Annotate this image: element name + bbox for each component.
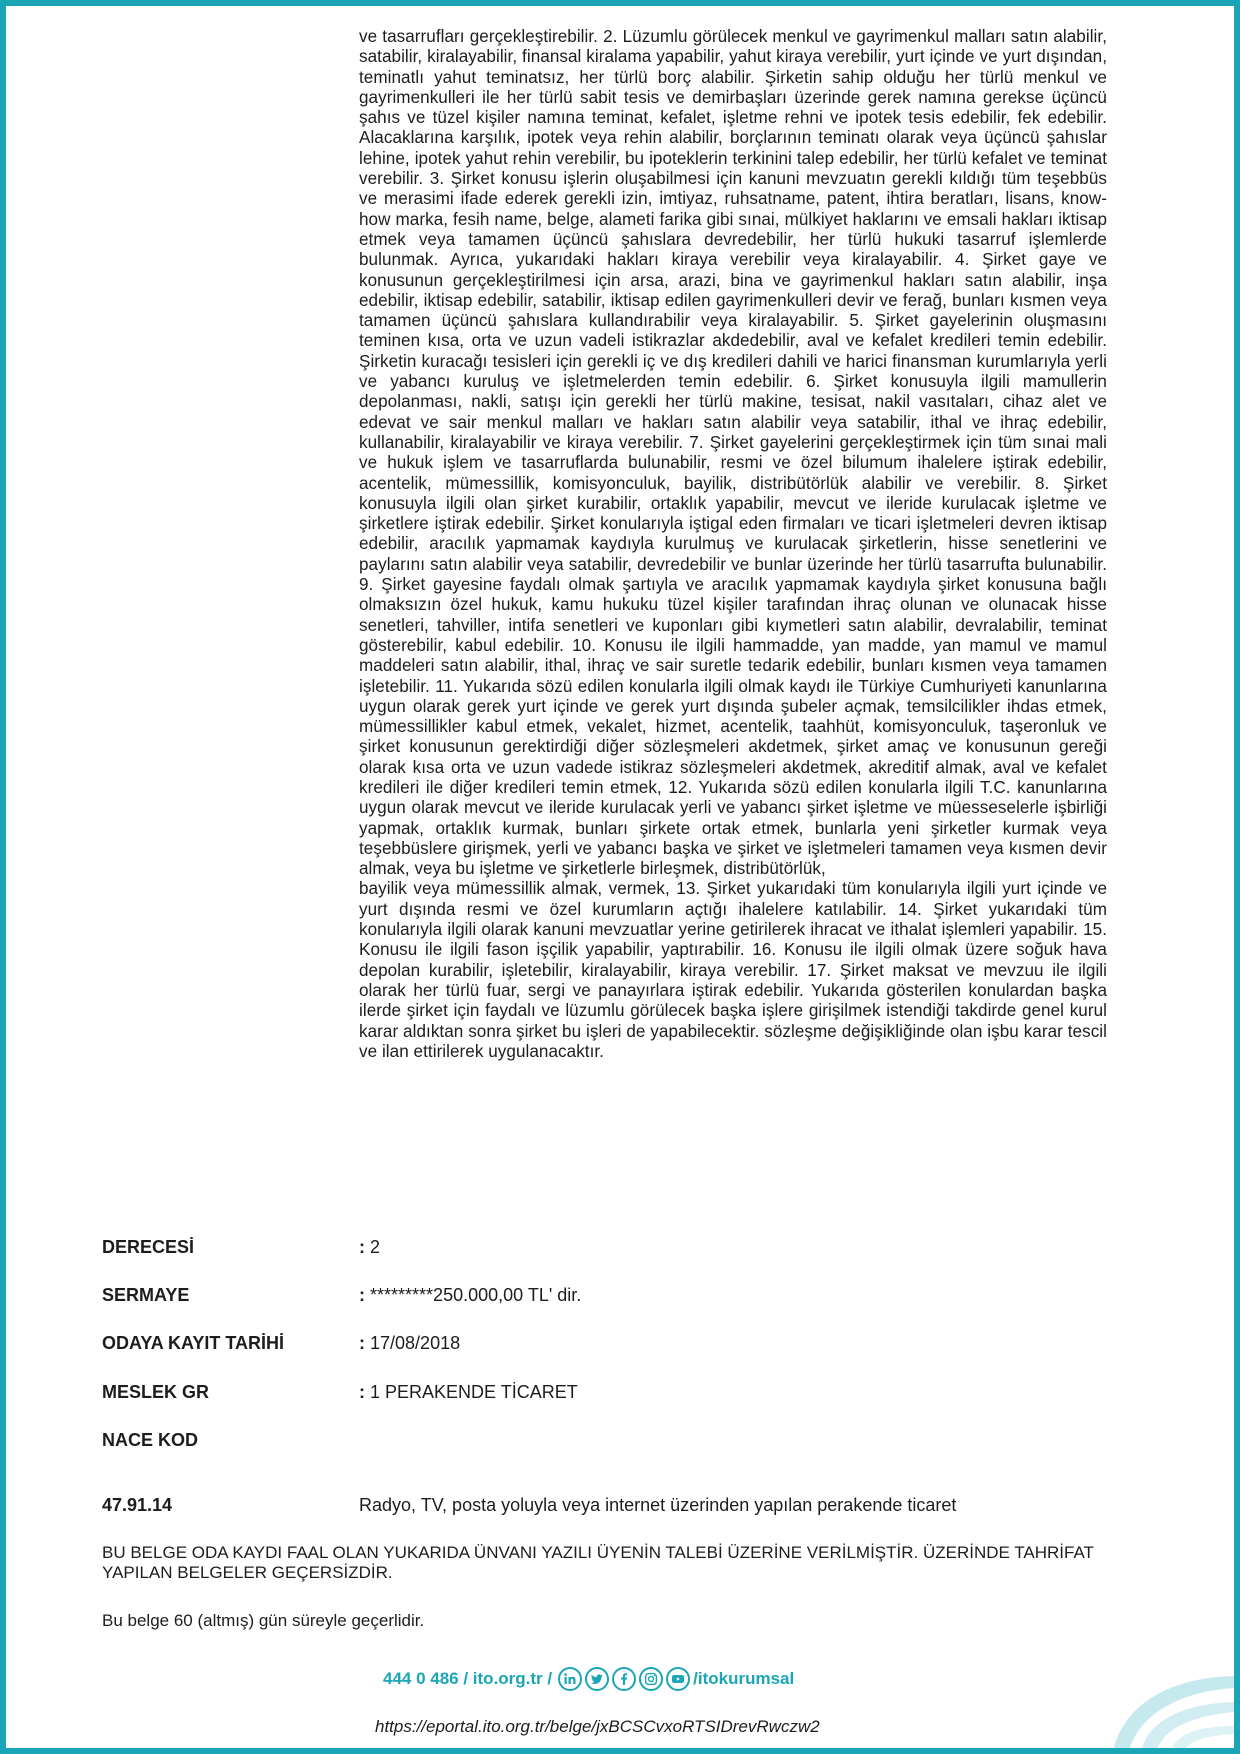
meslek-gr-value-wrap	[359, 1382, 578, 1403]
notice-text: BU BELGE ODA KAYDI FAAL OLAN YUKARIDA ÜNVANI YAZILI ÜYENİN TALEBİ ÜZERİNE VERİLMİŞTİR. ÜZERİNDE TAHRİFAT YAPILAN BELGELER GEÇERSİZDİR.	[102, 1543, 1094, 1582]
nace-kod-label: NACE KOD	[102, 1430, 199, 1450]
twitter-icon[interactable]	[585, 1667, 609, 1691]
activity-text: ve tasarrufları gerçekleştirebilir. 2. Lüzumlu görülecek menkul ve gayrimenkul malları satın alabilir, satabilir, kiralayabilir, finansal kiralama yapabilir, yahut kiraya verebilir, yurt içinde ve yurt dışından, teminatlı yahut teminatsız, her türlü borç alabilir. Şirketin sahip olduğu her türlü menkul ve gayrimenkulleri ile her türlü sabit tesis ve demirbaşları üzerinde gerek namına gerekse üçüncü şahıs ve tüzel kişiler namına teminat, kefalet, işletme rehni ve ipotek tesis edebilir, fek edebilir. Alacaklarına karşılık, ipotek veya rehin alabilir, borçlarının teminatı olarak veya üçüncü şahıslar lehine, ipotek yahut rehin verebilir, bu ipoteklerin terkinini talep edebilir, her türlü kefalet ve teminat verebilir. 3. Şirket konusu işlerin oluşabilmesi için kanuni mevzuatın gerekli kıldığı tüm teşebbüs ve merasimi ifade ederek gerekli izin, imtiyaz, ruhsatname, patent, ihtira beratları, lisans, know-how marka, fesih name, belge, alameti farika gibi sınai, mülkiyet haklarını ve emsali hakları iktisap etmek veya tamamen üçüncü şahıslara devredebilir, her türlü hukuki tasarruf işlemlerde bulunmak. Ayrıca, yukarıdaki hakları kiraya verebilir veya kiralayabilir. 4. Şirket gaye ve konusunun gerçekleştirilmesi için arsa, arazi, bina ve gayrimenkul hakları satın alabilir, inşa edebilir, iktisap edebilir, satabilir, iktisap edilen gayrimenkulleri devir ve ferağ, bunları kısmen veya tamamen üçüncü şahıslara kullandırabilir veya kiralayabilir. 5. Şirket gayelerinin oluşmasını teminen kısa, orta ve uzun vadeli istikrazlar akdedebilir, aval ve kefalet kredileri temin edebilir. Şirketin kuracağı tesisleri için gerekli iç ve dış kredileri dahili ve harici finansman kurumlarıyla yerli ve yabancı kuruluş ve işletmelerden temin edebilir. 6. Şirket konusuyla ilgili mamullerin depolanması, nakli, satışı için gerekli her türlü makine, tesisat, nakil vasıtaları, cihaz alet ve edevat ve sair menkul malları ve hakları satın alabilir veya satabilir, ithal ve ihraç edebilir, kullanabilir, kiralayabilir ve kiraya verebilir. 7. Şirket gayelerini gerçekleştirmek için tüm sınai mali ve hukuk işlem ve tasarruflarda bulunabilir, resmi ve özel bilumum ihalelere iştirak edebilir, acentelik, mümessillik, komisyonculuk, bayilik, distribütörlük alabilir ve verebilir. 8. Şirket konusuyla ilgili olan şirket kurabilir, ortaklık yapabilir, mevcut ve ileride kurulacak işletme ve şirketlere iştirak edebilir. Şirket konularıyla iştigal eden firmaları ve ticari işletmeleri devren iktisap edebilir, aracılık yapmamak kaydıyla kurulmuş ve kurulacak şirketlerin, hisse senetlerini ve paylarını satın alabilir veya satabilir, devredebilir ve bunlar üzerinde her türlü tasarrufta bulunabilir. 9. Şirket gayesine faydalı olmak şartıyla ve aracılık yapmamak kaydıyla şirket konusuna bağlı olmaksızın özel hukuk, kamu hukuku tüzel kişiler tarafından ihraç olunan ve olunacak hisse senetleri, tahviller, intifa senetleri ve kuponları gibi kıymetleri satın alabilir, devralabilir, teminat gösterebilir, kabul edebilir. 10. Konusu ile ilgili hammadde, yan madde, yan mamul ve mamul maddeleri satın alabilir, ithal, ihraç ve sair suretle tedarik edebilir, bunları kısmen veya tamamen işletebilir. 11. Yukarıda sözü edilen konularla ilgili olmak kaydı ile Türkiye Cumhuriyeti kanunlarına uygun olarak gerek yurt içinde ve gerek yurt dışında şubeler açmak, temsilcilikler ihdas etmek, mümessillikler kabul etmek, vekalet, hizmet, acentelik, taahhüt, komisyonculuk, taşeronluk ve şirket konusunun gerektirdiği diğer sözleşmeleri akdetmek, şirket amaç ve konusunun gereği olarak kısa orta ve uzun vadede istikraz sözleşmeleri akdetmek, akreditif almak, aval ve kefalet kredileri ile diğer kredileri temin etmek, 12. Yukarıda sözü edilen konularla ilgili T.C. kanunlarına uygun olarak mevcut ve ileride kurulacak yerli ve yabancı şirket işletme ve müesseselerle işbirliği yapmak, ortaklık kurmak, bunları şirkete ortak etmek, bunlarla yeni şirketler kurmak veya teşebbüslere girişmek, yerli ve yabancı başka ve şirket ve işletmeleri tamamen veya kısmen devir almak, veya bu işletme ve şirketlerle birleşmek, distribütörlük, bayilik veya mümessillik almak, vermek, 13. Şirket yukarıdaki tüm konularıyla ilgili yurt içinde ve yurt dışında resmi ve özel kurumların açtığı ihalelere katılabilir. 14. Şirket yukarıdaki tüm konularıyla ilgili olarak kanuni mevzuatlar yerine getirilerek ihracat ve ithalat işlemleri yapabilir. 15. Konusu ile ilgili fason işçilik yapabilir, yaptırabilir. 16. Konusu ile ilgili olmak üzere soğuk hava depolan kurabilir, işletebilir, kiralayabilir, kiraya verebilir. 17. Şirket maksat ve mevzuu ile ilgili olarak her türlü fuar, sergi ve panayırlara iştirak edebilir. Yukarıda gösterilen konulardan başka ilerde şirket için faydalı ve lüzumlu görülecek başka işlere girişilmek istendiği takdirde genel kurul karar aldıktan sonra şirket bu işleri de yapabilecektir. sözleşme değişikliğinde olan işbu karar tescil ve ilan ettirilerek uygulanacaktır.	[359, 27, 1107, 1061]
meslek-gr-label: MESLEK GR	[102, 1382, 210, 1402]
sermaye-value-wrap	[359, 1285, 581, 1306]
document-url[interactable]: https://eportal.ito.org.tr/belge/jxBCSCvxoRTSIDrevRwczw2	[375, 1717, 820, 1736]
derecesi-value-wrap	[359, 1237, 380, 1258]
derecesi-label: DERECESİ	[102, 1237, 195, 1257]
sermaye-value: *********250.000,00 TL' dir.	[370, 1285, 582, 1305]
colon: :	[359, 1333, 365, 1353]
nace-description: Radyo, TV, posta yoluyla veya internet üzerinden yapılan perakende ticaret	[359, 1495, 957, 1515]
colon: :	[359, 1237, 365, 1257]
colon: :	[359, 1382, 365, 1402]
kayit-tarihi-value-wrap	[359, 1333, 460, 1354]
facebook-icon[interactable]	[612, 1667, 636, 1691]
kayit-tarihi-label: ODAYA KAYIT TARİHİ	[102, 1333, 285, 1353]
nace-code: 47.91.14	[102, 1495, 173, 1515]
colon: :	[359, 1285, 365, 1305]
sermaye-label: SERMAYE	[102, 1285, 190, 1305]
linkedin-icon[interactable]	[558, 1667, 582, 1691]
validity-text: Bu belge 60 (altmış) gün süreyle geçerlidir.	[102, 1611, 425, 1630]
derecesi-value: 2	[370, 1237, 381, 1257]
contact-prefix[interactable]: 444 0 486 / ito.org.tr /	[383, 1669, 553, 1688]
social-handle[interactable]: /itokurumsal	[693, 1669, 795, 1688]
ito-logo-watermark-icon	[1094, 1648, 1234, 1748]
footer-contact	[383, 1664, 794, 1694]
kayit-tarihi-value: 17/08/2018	[370, 1333, 461, 1353]
meslek-gr-value: 1 PERAKENDE TİCARET	[370, 1382, 578, 1402]
youtube-icon[interactable]	[666, 1667, 690, 1691]
instagram-icon[interactable]	[639, 1667, 663, 1691]
